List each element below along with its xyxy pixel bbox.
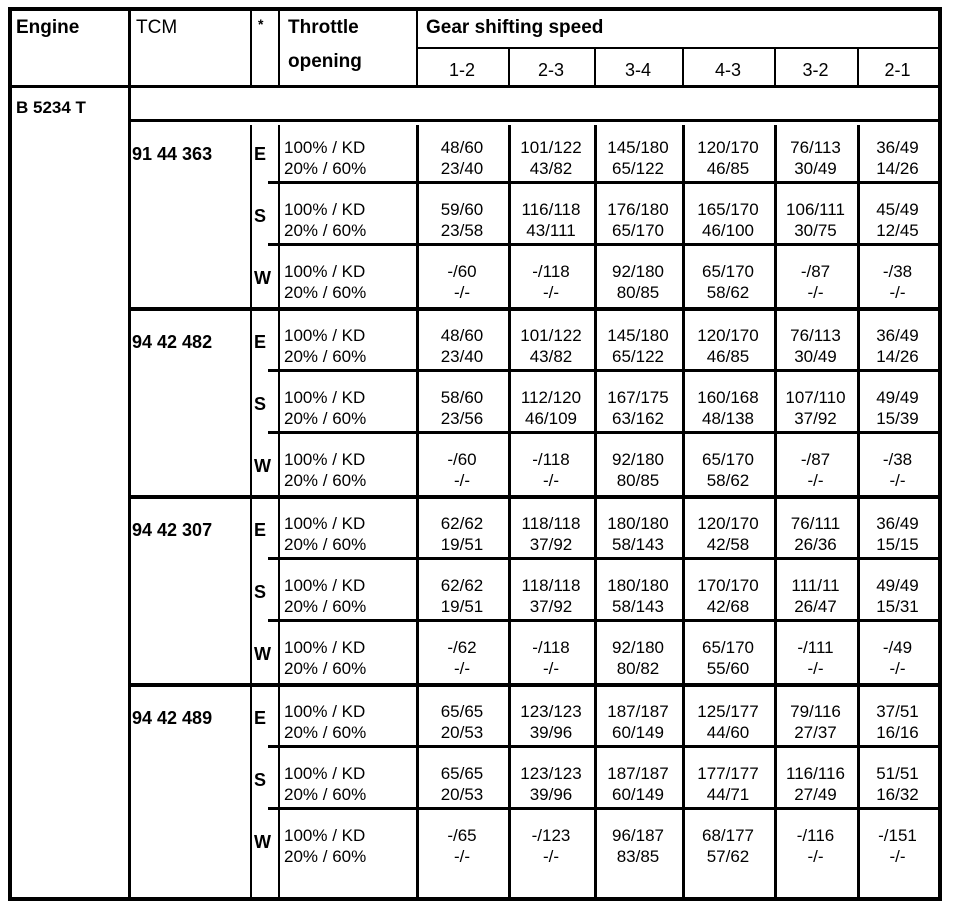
shift-speed-3-2 [774, 575, 857, 617]
grid-line [682, 47, 684, 85]
speed-full-throttle: 45/49 [876, 200, 919, 219]
tcm-number: 94 42 307 [132, 520, 213, 540]
grid-line [268, 243, 938, 246]
speed-part-throttle: 27/49 [794, 785, 837, 804]
speed-full-throttle: 48/60 [440, 326, 484, 345]
shift-speed-2-1 [857, 137, 938, 179]
grid-line [268, 181, 938, 184]
speed-part-throttle: 16/32 [876, 785, 919, 804]
shift-speed-4-3 [682, 513, 774, 555]
grid-line [774, 125, 777, 897]
shift-speed-3-4 [594, 763, 682, 805]
speed-part-throttle: -/- [453, 847, 471, 866]
speed-part-throttle: -/- [889, 847, 906, 866]
speed-full-throttle: 170/170 [697, 576, 759, 595]
shift-speed-2-1 [857, 763, 938, 805]
shift-speed-3-4 [594, 637, 682, 679]
mode-S: S [254, 394, 267, 414]
grid-line [268, 745, 938, 748]
speed-full-throttle: 65/170 [702, 638, 754, 657]
speed-full-throttle: -/62 [447, 638, 477, 657]
grid-line [128, 11, 131, 897]
grid-line [268, 369, 938, 372]
speed-part-throttle: -/- [889, 283, 906, 302]
shift-speed-2-1 [857, 449, 938, 491]
shift-speed-2-1 [857, 513, 938, 555]
tcm-number: 91 44 363 [132, 144, 213, 164]
speed-part-throttle: 26/36 [794, 535, 837, 554]
shift-speed-1-2 [416, 763, 508, 805]
shift-speed-3-2 [774, 325, 857, 367]
speed-part-throttle: 27/37 [794, 723, 837, 742]
speed-full-throttle: 145/180 [607, 138, 669, 157]
speed-full-throttle: 65/170 [702, 450, 754, 469]
grid-line [857, 47, 859, 85]
shift-speed-3-2 [774, 701, 857, 743]
speed-part-throttle: 42/58 [706, 535, 750, 554]
speed-part-throttle: 58/62 [706, 283, 750, 302]
speed-part-throttle: -/- [542, 471, 560, 490]
speed-part-throttle: 63/162 [612, 409, 664, 428]
shift-speed-2-3 [508, 825, 594, 867]
speed-full-throttle: 36/49 [876, 138, 919, 157]
speed-full-throttle: 123/123 [520, 764, 582, 783]
speed-full-throttle: 187/187 [607, 702, 669, 721]
throttle-opening: 100% / KD 20% / 60% [284, 638, 367, 678]
throttle-opening: 100% / KD 20% / 60% [284, 200, 367, 240]
grid-line [250, 125, 252, 897]
speed-full-throttle: 36/49 [876, 326, 919, 345]
shift-speed-4-3 [682, 825, 774, 867]
speed-full-throttle: 180/180 [607, 514, 669, 533]
speed-part-throttle: 37/92 [794, 409, 837, 428]
speed-full-throttle: 79/116 [790, 702, 841, 721]
speed-part-throttle: 15/15 [876, 535, 919, 554]
grid-line [268, 619, 938, 622]
speed-full-throttle: 58/60 [440, 388, 484, 407]
header-gear-1-2: 1-2 [448, 60, 475, 80]
speed-full-throttle: -/60 [447, 450, 477, 469]
shift-speed-1-2 [416, 449, 508, 491]
speed-part-throttle: 60/149 [612, 785, 664, 804]
shift-speed-2-1 [857, 199, 938, 241]
throttle-opening: 100% / KD 20% / 60% [284, 262, 367, 302]
shift-speed-3-2 [774, 513, 857, 555]
speed-part-throttle: 46/85 [706, 347, 750, 366]
shift-speed-3-4 [594, 137, 682, 179]
shift-speed-3-2 [774, 825, 857, 867]
grid-line [416, 11, 418, 85]
speed-full-throttle: 36/49 [876, 514, 919, 533]
speed-full-throttle: -/151 [878, 826, 917, 845]
speed-part-throttle: -/- [453, 283, 471, 302]
shift-speed-3-4 [594, 449, 682, 491]
speed-full-throttle: 101/122 [520, 138, 582, 157]
grid-line [278, 125, 280, 897]
speed-part-throttle: -/- [889, 471, 906, 490]
shift-speed-2-3 [508, 637, 594, 679]
shift-speed-3-2 [774, 261, 857, 303]
shift-speed-2-3 [508, 261, 594, 303]
throttle-opening: 100% / KD 20% / 60% [284, 576, 367, 616]
grid-line [416, 125, 419, 897]
speed-full-throttle: -/123 [531, 826, 571, 845]
speed-full-throttle: -/38 [882, 262, 913, 281]
speed-part-throttle: 23/56 [440, 409, 484, 428]
speed-full-throttle: -/65 [447, 826, 477, 845]
shift-speed-3-4 [594, 701, 682, 743]
speed-full-throttle: -/118 [532, 450, 570, 469]
speed-part-throttle: 23/40 [440, 159, 484, 178]
speed-part-throttle: 30/75 [794, 221, 837, 240]
header-tcm: TCM [136, 17, 178, 38]
shift-speed-1-2 [416, 387, 508, 429]
header-gear-2-1: 2-1 [884, 60, 911, 80]
mode-E: E [254, 520, 267, 540]
speed-part-throttle: 46/85 [706, 159, 750, 178]
speed-full-throttle: 49/49 [876, 388, 919, 407]
speed-part-throttle: 58/143 [612, 597, 664, 616]
speed-part-throttle: 37/92 [529, 597, 573, 616]
shift-speed-1-2 [416, 325, 508, 367]
grid-line [508, 47, 510, 85]
speed-full-throttle: -/118 [532, 262, 570, 281]
speed-part-throttle: 30/49 [794, 347, 837, 366]
grid-line [12, 85, 938, 88]
speed-full-throttle: 65/170 [702, 262, 754, 281]
shift-speed-2-3 [508, 137, 594, 179]
speed-full-throttle: 125/177 [697, 702, 759, 721]
speed-full-throttle: -/87 [800, 450, 831, 469]
mode-W: W [254, 268, 271, 288]
mode-E: E [254, 144, 267, 164]
shift-speed-1-2 [416, 137, 508, 179]
speed-full-throttle: 145/180 [607, 326, 669, 345]
speed-part-throttle: 43/111 [526, 221, 576, 240]
speed-part-throttle: -/- [807, 847, 824, 866]
speed-part-throttle: 15/39 [876, 409, 919, 428]
speed-full-throttle: 65/65 [440, 702, 484, 721]
speed-part-throttle: 43/82 [529, 347, 573, 366]
shift-speed-2-3 [508, 325, 594, 367]
speed-full-throttle: 101/122 [520, 326, 582, 345]
shift-speed-3-4 [594, 199, 682, 241]
shift-speed-1-2 [416, 199, 508, 241]
shift-speed-2-3 [508, 199, 594, 241]
speed-full-throttle: 59/60 [440, 200, 484, 219]
speed-part-throttle: 60/149 [612, 723, 664, 742]
speed-full-throttle: -/116 [796, 826, 835, 845]
shift-speed-3-4 [594, 575, 682, 617]
speed-full-throttle: 180/180 [607, 576, 669, 595]
speed-full-throttle: 107/110 [785, 388, 846, 407]
speed-full-throttle: 65/65 [440, 764, 484, 783]
mode-S: S [254, 206, 267, 226]
mode-E: E [254, 708, 267, 728]
speed-full-throttle: 92/180 [612, 450, 664, 469]
speed-full-throttle: 76/111 [790, 514, 841, 533]
header-throttle-line1: Throttle [288, 17, 359, 38]
speed-part-throttle: 20/53 [440, 785, 484, 804]
shift-speed-2-3 [508, 513, 594, 555]
grid-line [508, 125, 511, 897]
throttle-opening: 100% / KD 20% / 60% [284, 514, 367, 554]
speed-full-throttle: -/38 [882, 450, 913, 469]
mode-W: W [254, 456, 271, 476]
speed-full-throttle: -/118 [532, 638, 570, 657]
header-gear-3-4: 3-4 [624, 60, 651, 80]
speed-part-throttle: 58/143 [612, 535, 664, 554]
speed-part-throttle: 14/26 [876, 347, 919, 366]
speed-part-throttle: 39/96 [529, 785, 573, 804]
speed-full-throttle: 167/175 [607, 388, 669, 407]
grid-line [128, 119, 938, 121]
grid-line [857, 125, 860, 897]
speed-part-throttle: 65/122 [612, 159, 664, 178]
shift-speed-3-2 [774, 637, 857, 679]
shift-speed-2-1 [857, 261, 938, 303]
shift-speed-3-2 [774, 449, 857, 491]
shift-speed-2-1 [857, 701, 938, 743]
engine-label: B 5234 T [16, 98, 86, 117]
shift-speed-3-2 [774, 137, 857, 179]
speed-part-throttle: -/- [453, 659, 471, 678]
shift-speed-2-1 [857, 825, 938, 867]
speed-part-throttle: 39/96 [529, 723, 573, 742]
speed-full-throttle: 118/118 [521, 514, 581, 533]
speed-full-throttle: 120/170 [697, 326, 759, 345]
speed-part-throttle: 55/60 [706, 659, 750, 678]
grid-line [416, 47, 938, 49]
speed-part-throttle: 80/85 [616, 471, 660, 490]
speed-full-throttle: 112/120 [520, 388, 582, 407]
speed-full-throttle: 96/187 [612, 826, 664, 845]
shift-speed-2-3 [508, 449, 594, 491]
speed-part-throttle: -/- [807, 471, 824, 490]
speed-part-throttle: -/- [807, 283, 824, 302]
shift-speed-3-4 [594, 261, 682, 303]
speed-part-throttle: -/- [542, 659, 560, 678]
speed-part-throttle: -/- [542, 847, 560, 866]
speed-part-throttle: 20/53 [440, 723, 484, 742]
speed-full-throttle: 177/177 [697, 764, 759, 783]
speed-full-throttle: -/49 [882, 638, 913, 657]
shift-speed-3-4 [594, 513, 682, 555]
header-throttle-line2: opening [288, 51, 362, 72]
throttle-opening: 100% / KD 20% / 60% [284, 450, 367, 490]
tcm-number: 94 42 482 [132, 332, 213, 352]
grid-line [774, 47, 776, 85]
speed-part-throttle: 80/85 [616, 283, 660, 302]
shift-speed-1-2 [416, 701, 508, 743]
speed-full-throttle: 92/180 [612, 638, 664, 657]
speed-part-throttle: 15/31 [876, 597, 919, 616]
shift-speed-2-1 [857, 387, 938, 429]
speed-part-throttle: 65/122 [612, 347, 664, 366]
header-mode: * [258, 16, 264, 32]
shift-speed-2-1 [857, 325, 938, 367]
header-gear-3-2: 3-2 [802, 60, 829, 80]
shift-speed-4-3 [682, 325, 774, 367]
speed-part-throttle: 46/100 [702, 221, 754, 240]
header-engine: Engine [16, 17, 80, 38]
speed-part-throttle: 44/60 [706, 723, 750, 742]
speed-full-throttle: 62/62 [440, 576, 484, 595]
gear-shift-table [8, 7, 942, 901]
speed-full-throttle: 160/168 [697, 388, 759, 407]
speed-part-throttle: -/- [542, 283, 560, 302]
grid-line [268, 807, 938, 810]
speed-part-throttle: -/- [807, 659, 824, 678]
speed-full-throttle: 37/51 [876, 702, 919, 721]
speed-part-throttle: -/- [453, 471, 471, 490]
speed-part-throttle: 37/92 [529, 535, 573, 554]
shift-speed-2-3 [508, 701, 594, 743]
speed-part-throttle: 16/16 [876, 723, 919, 742]
speed-full-throttle: 187/187 [607, 764, 669, 783]
speed-part-throttle: 58/62 [706, 471, 750, 490]
shift-speed-3-4 [594, 825, 682, 867]
mode-S: S [254, 582, 267, 602]
speed-full-throttle: 120/170 [697, 514, 759, 533]
shift-speed-4-3 [682, 701, 774, 743]
speed-part-throttle: 26/47 [794, 597, 837, 616]
shift-speed-3-4 [594, 325, 682, 367]
shift-speed-4-3 [682, 575, 774, 617]
shift-speed-4-3 [682, 637, 774, 679]
shift-speed-4-3 [682, 261, 774, 303]
speed-part-throttle: 23/40 [440, 347, 484, 366]
mode-W: W [254, 644, 271, 664]
speed-part-throttle: 46/109 [525, 409, 577, 428]
header-gear-speed: Gear shifting speed [426, 17, 604, 38]
shift-speed-2-3 [508, 575, 594, 617]
grid-line [594, 125, 597, 897]
throttle-opening: 100% / KD 20% / 60% [284, 326, 367, 366]
speed-full-throttle: 48/60 [440, 138, 484, 157]
speed-full-throttle: 165/170 [697, 200, 759, 219]
throttle-opening: 100% / KD 20% / 60% [284, 826, 367, 866]
speed-full-throttle: -/87 [800, 262, 831, 281]
grid-line [278, 11, 280, 85]
mode-S: S [254, 770, 267, 790]
speed-part-throttle: 80/82 [616, 659, 660, 678]
speed-part-throttle: 23/58 [440, 221, 484, 240]
shift-speed-4-3 [682, 449, 774, 491]
header-gear-4-3: 4-3 [714, 60, 741, 80]
speed-full-throttle: 176/180 [607, 200, 669, 219]
grid-line [682, 125, 685, 897]
grid-line [594, 47, 596, 85]
header-gear-2-3: 2-3 [537, 60, 564, 80]
speed-full-throttle: 92/180 [612, 262, 664, 281]
speed-part-throttle: 83/85 [616, 847, 660, 866]
shift-speed-1-2 [416, 261, 508, 303]
throttle-opening: 100% / KD 20% / 60% [284, 764, 367, 804]
speed-part-throttle: 44/71 [706, 785, 750, 804]
shift-speed-4-3 [682, 763, 774, 805]
grid-line [250, 11, 252, 85]
speed-full-throttle: 62/62 [440, 514, 484, 533]
speed-full-throttle: -/60 [447, 262, 477, 281]
tcm-number: 94 42 489 [132, 708, 213, 728]
speed-full-throttle: -/111 [797, 638, 834, 657]
throttle-opening: 100% / KD 20% / 60% [284, 138, 367, 178]
speed-part-throttle: 14/26 [876, 159, 919, 178]
mode-E: E [254, 332, 267, 352]
speed-part-throttle: 19/51 [440, 535, 484, 554]
speed-part-throttle: 19/51 [440, 597, 484, 616]
shift-speed-4-3 [682, 199, 774, 241]
grid-line [268, 431, 938, 434]
speed-part-throttle: 48/138 [702, 409, 754, 428]
shift-speed-3-2 [774, 763, 857, 805]
speed-full-throttle: 106/111 [786, 200, 845, 219]
speed-full-throttle: 49/49 [876, 576, 919, 595]
speed-part-throttle: 30/49 [794, 159, 837, 178]
shift-speed-3-2 [774, 387, 857, 429]
speed-part-throttle: -/- [889, 659, 906, 678]
shift-speed-1-2 [416, 513, 508, 555]
shift-speed-1-2 [416, 825, 508, 867]
shift-speed-4-3 [682, 137, 774, 179]
speed-full-throttle: 76/113 [790, 326, 841, 345]
throttle-opening: 100% / KD 20% / 60% [284, 702, 367, 742]
shift-speed-2-1 [857, 637, 938, 679]
shift-speed-3-4 [594, 387, 682, 429]
speed-full-throttle: 76/113 [790, 138, 841, 157]
mode-W: W [254, 832, 271, 852]
speed-full-throttle: 111/11 [791, 576, 840, 595]
speed-full-throttle: 118/118 [521, 576, 581, 595]
shift-speed-3-2 [774, 199, 857, 241]
shift-speed-4-3 [682, 387, 774, 429]
speed-full-throttle: 123/123 [520, 702, 582, 721]
speed-part-throttle: 12/45 [876, 221, 919, 240]
shift-speed-1-2 [416, 575, 508, 617]
speed-full-throttle: 116/116 [786, 764, 845, 783]
shift-speed-1-2 [416, 637, 508, 679]
speed-full-throttle: 116/118 [521, 200, 581, 219]
shift-speed-2-3 [508, 763, 594, 805]
speed-part-throttle: 43/82 [529, 159, 573, 178]
speed-full-throttle: 51/51 [876, 764, 919, 783]
shift-speed-2-1 [857, 575, 938, 617]
throttle-opening: 100% / KD 20% / 60% [284, 388, 367, 428]
grid-line [268, 557, 938, 560]
speed-part-throttle: 42/68 [706, 597, 750, 616]
speed-part-throttle: 65/170 [612, 221, 664, 240]
speed-full-throttle: 120/170 [697, 138, 759, 157]
speed-part-throttle: 57/62 [706, 847, 750, 866]
shift-speed-2-3 [508, 387, 594, 429]
speed-full-throttle: 68/177 [702, 826, 754, 845]
